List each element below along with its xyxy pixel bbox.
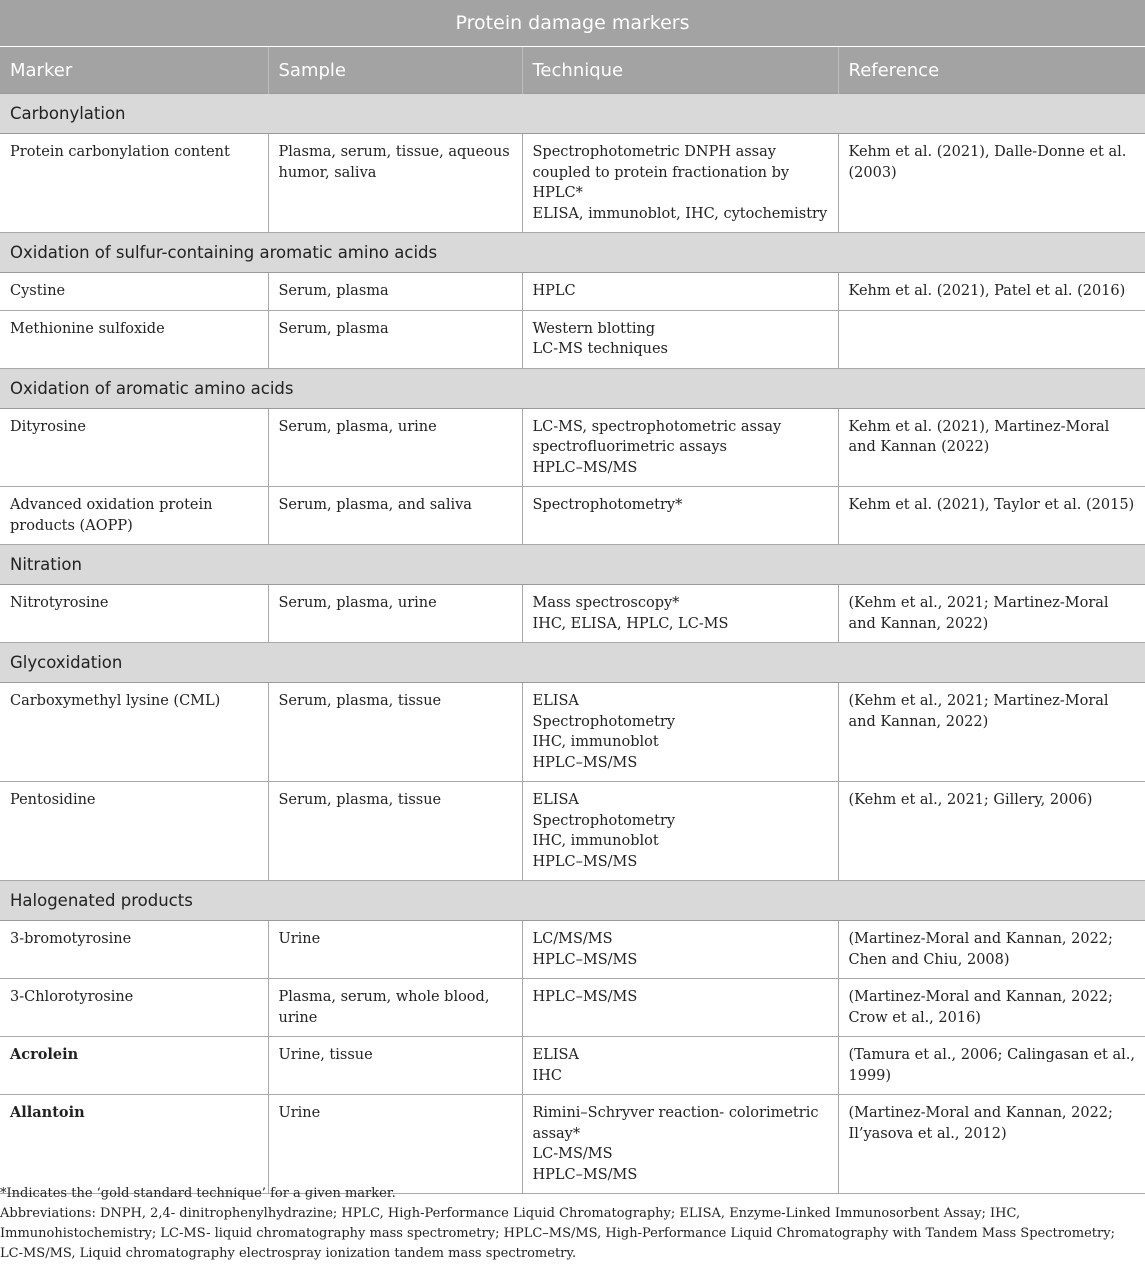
header-technique: Technique — [522, 47, 838, 94]
reference-cell: Kehm et al. (2021), Dalle-Donne et al. (2003) — [838, 134, 1145, 233]
technique-line: spectrofluorimetric assays — [532, 439, 727, 455]
technique-line: HPLC–MS/MS — [532, 1166, 638, 1183]
technique-line: HPLC–MS/MS — [532, 951, 638, 968]
sample-cell: Plasma, serum, whole blood, urine — [268, 979, 522, 1037]
technique-line: ELISA, immunoblot, IHC, cytochemistry — [532, 205, 828, 222]
column-header-row — [0, 47, 1145, 94]
sample-cell: Urine, tissue — [268, 1037, 522, 1095]
sample-cell: Urine — [268, 921, 522, 979]
technique-line: Mass spectroscopy* — [532, 595, 680, 611]
table-body — [0, 94, 1145, 1194]
table-row — [0, 408, 1145, 487]
table-title-row — [0, 0, 1145, 47]
technique-line: HPLC–MS/MS — [532, 989, 638, 1005]
technique-cell — [522, 310, 838, 368]
marker-cell: Methionine sulfoxide — [0, 310, 268, 368]
reference-cell: (Kehm et al., 2021; Martinez-Moral and Kannan, 2022) — [838, 585, 1145, 643]
technique-cell — [522, 1095, 838, 1194]
reference-cell: (Kehm et al., 2021; Martinez-Moral and Kannan, 2022) — [838, 683, 1145, 782]
technique-line: Western blotting — [532, 320, 656, 337]
technique-line: IHC, ELISA, HPLC, LC-MS — [532, 615, 729, 632]
table-row — [0, 683, 1145, 782]
marker-cell: Carboxymethyl lysine (CML) — [0, 683, 268, 782]
reference-cell: Kehm et al. (2021), Taylor et al. (2015) — [838, 487, 1145, 545]
table-title: Protein damage markers — [0, 0, 1145, 47]
table-row — [0, 134, 1145, 233]
section-row — [0, 545, 1145, 585]
table-row — [0, 979, 1145, 1037]
reference-cell — [838, 310, 1145, 368]
marker-cell: Protein carbonylation content — [0, 134, 268, 233]
section-title: Oxidation of sulfur-containing aromatic amino acids — [0, 233, 1145, 273]
marker-cell: Acrolein — [0, 1037, 268, 1095]
technique-cell — [522, 683, 838, 782]
technique-line: Spectrophotometry* — [532, 497, 683, 513]
technique-line: IHC, immunoblot — [532, 734, 659, 750]
header-sample: Sample — [268, 47, 522, 94]
technique-cell — [522, 585, 838, 643]
marker-cell: 3-bromotyrosine — [0, 921, 268, 979]
technique-line: ELISA — [532, 693, 579, 709]
technique-cell — [522, 979, 838, 1037]
technique-line: Spectrophotometry — [532, 812, 676, 829]
technique-line: LC-MS techniques — [532, 341, 668, 357]
technique-line: Spectrophotometry — [532, 713, 676, 730]
table-row — [0, 310, 1145, 368]
sample-cell: Serum, plasma, and saliva — [268, 487, 522, 545]
marker-cell: 3-Chlorotyrosine — [0, 979, 268, 1037]
section-title: Nitration — [0, 545, 1145, 585]
technique-cell — [522, 921, 838, 979]
technique-cell — [522, 408, 838, 487]
marker-cell: Allantoin — [0, 1095, 268, 1194]
technique-cell — [522, 273, 838, 311]
section-title: Oxidation of aromatic amino acids — [0, 368, 1145, 408]
marker-cell: Nitrotyrosine — [0, 585, 268, 643]
sample-cell: Plasma, serum, tissue, aqueous humor, saliva — [268, 134, 522, 233]
technique-line: ELISA — [532, 1047, 579, 1063]
sample-cell: Urine — [268, 1095, 522, 1194]
section-row — [0, 233, 1145, 273]
section-title: Glycoxidation — [0, 643, 1145, 683]
reference-cell: Kehm et al. (2021), Patel et al. (2016) — [838, 273, 1145, 311]
table-row — [0, 782, 1145, 881]
footnote-abbreviations: Abbreviations: DNPH, 2,4- dinitrophenylhydrazine; HPLC, High-Performance Liquid Chromatography; ELISA, Enzyme-Linked Immunosorbent Assay; IHC, Immunohistochemistry; LC-MS- liquid chromatography mass spectrometry; HPLC–MS/MS, High-Performance Liquid Chromatography with Tandem Mass Spectrometry; LC-MS/MS, Liquid chromatography electrospray ionization tandem mass spectrometry. — [0, 1206, 1115, 1261]
section-title: Halogenated products — [0, 881, 1145, 921]
sample-cell: Serum, plasma, urine — [268, 408, 522, 487]
sample-cell: Serum, plasma — [268, 273, 522, 311]
header-reference: Reference — [838, 47, 1145, 94]
table-row — [0, 1037, 1145, 1095]
sample-cell: Serum, plasma, tissue — [268, 782, 522, 881]
technique-line: HPLC–MS/MS — [532, 754, 638, 771]
technique-line: HPLC–MS/MS — [532, 459, 638, 476]
section-row — [0, 881, 1145, 921]
section-row — [0, 94, 1145, 134]
table-row — [0, 487, 1145, 545]
reference-cell: (Martinez-Moral and Kannan, 2022; Chen and Chiu, 2008) — [838, 921, 1145, 979]
section-title: Carbonylation — [0, 94, 1145, 134]
reference-cell: Kehm et al. (2021), Martinez-Moral and Kannan (2022) — [838, 408, 1145, 487]
section-row — [0, 368, 1145, 408]
technique-line: HPLC–MS/MS — [532, 853, 638, 870]
reference-cell: (Tamura et al., 2006; Calingasan et al., 1999) — [838, 1037, 1145, 1095]
technique-line: LC/MS/MS — [532, 931, 613, 947]
technique-line: LC-MS, spectrophotometric assay — [532, 418, 782, 435]
technique-line: IHC, immunoblot — [532, 833, 659, 849]
technique-line: IHC — [532, 1067, 562, 1084]
technique-cell — [522, 782, 838, 881]
reference-cell: (Martinez-Moral and Kannan, 2022; Il’yasova et al., 2012) — [838, 1095, 1145, 1194]
header-marker: Marker — [0, 47, 268, 94]
table-row — [0, 921, 1145, 979]
footnotes — [0, 1184, 1130, 1264]
technique-cell — [522, 134, 838, 233]
technique-line: ELISA — [532, 792, 579, 808]
sample-cell: Serum, plasma — [268, 310, 522, 368]
reference-cell: (Martinez-Moral and Kannan, 2022; Crow et al., 2016) — [838, 979, 1145, 1037]
table-row — [0, 585, 1145, 643]
table-row — [0, 1095, 1145, 1194]
marker-cell: Advanced oxidation protein products (AOPP) — [0, 487, 268, 545]
reference-cell: (Kehm et al., 2021; Gillery, 2006) — [838, 782, 1145, 881]
technique-line: Rimini–Schryver reaction- colorimetric assay* — [532, 1105, 819, 1142]
marker-cell: Cystine — [0, 273, 268, 311]
technique-cell — [522, 487, 838, 545]
table-row — [0, 273, 1145, 311]
technique-line: Spectrophotometric DNPH assay coupled to protein fractionation by HPLC* — [532, 144, 790, 201]
marker-cell: Dityrosine — [0, 408, 268, 487]
sample-cell: Serum, plasma, urine — [268, 585, 522, 643]
section-row — [0, 643, 1145, 683]
marker-cell: Pentosidine — [0, 782, 268, 881]
technique-line: LC-MS/MS — [532, 1146, 613, 1162]
sample-cell: Serum, plasma, tissue — [268, 683, 522, 782]
technique-cell — [522, 1037, 838, 1095]
technique-line: HPLC — [532, 283, 576, 299]
footnote-gold-standard: *Indicates the ‘gold standard technique’ for a given marker. — [0, 1186, 396, 1201]
